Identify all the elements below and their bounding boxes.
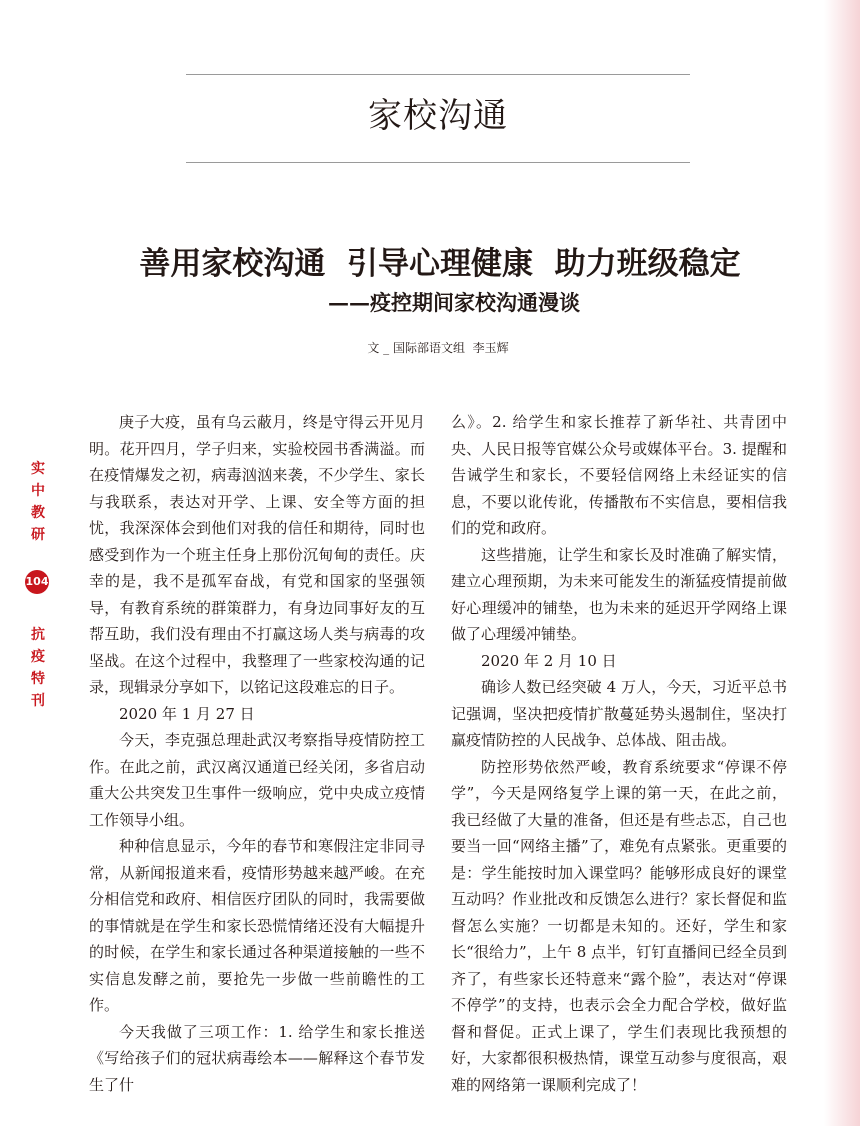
body-column-left [89,409,425,1098]
paragraph: 种种信息显示，今年的春节和寒假注定非同寻常，从新闻报道来看，疫情形势越来越严峻。在充分相信党和政府、相信医疗团队的同时，我需要做的事情就是在学生和家长恐慌情绪还没有大幅提升的时候，在学生和家长通过各种渠道接触的一些不实信息发酵之前，要抢先一步做一些前瞻性的工作。 [89,837,425,1014]
paragraph: 确诊人数已经突破 4 万人，今天，习近平总书记强调，坚决把疫情扩散蔓延势头遏制住，坚决打赢疫情防控的人民战争、总体战、阻击战。 [451,678,787,749]
article-byline: 文 _ 国际部语文组 李玉辉 [367,341,509,355]
journal-date: 2020 年 1 月 27 日 [119,704,255,723]
paragraph: 这些措施，让学生和家长及时准确了解实情，建立心理预期，为未来可能发生的渐猛疫情提前做好心理缓冲的铺垫，也为未来的延迟开学网络上课做了心理缓冲铺垫。 [451,545,787,643]
page-number-badge: 104 [25,570,49,594]
section-title: 家校沟通 [368,96,508,136]
sidebar-char: 实 [31,461,45,477]
body-column-right [451,409,787,1098]
sidebar-char: 特 [31,671,45,687]
sidebar-char: 研 [31,527,45,543]
paragraph: 今天，李克强总理赴武汉考察指导疫情防控工作。在此之前，武汉离汉通道已经关闭，多省启动重大公共突发卫生事件一级响应，党中央成立疫情工作领导小组。 [89,731,425,829]
header-rule-bottom [186,162,690,163]
sidebar-char: 中 [31,483,45,499]
sidebar-char: 刊 [31,693,45,709]
paragraph: 庚子大疫，虽有乌云蔽月，终是守得云开见月明。花开四月，学子归来，实验校园书香满溢。而在疫情爆发之初，病毒汹汹来袭，不少学生、家长与我联系，表达对开学、上课、安全等方面的担忧，我深深体会到他们对我的信任和期待，同时也感受到作为一个班主任身上那份沉甸甸的责任。庆幸的是，我不是孤军奋战，有党和国家的坚强领导，有教育系统的群策群力，有身边同事好友的互帮互助，我们没有理由不打赢这场人类与病毒的攻坚战。在这个过程中，我整理了一些家校沟通的记录，现辑录分享如下，以铭记这段难忘的日子。 [89,413,425,696]
paragraph: 么》。2. 给学生和家长推荐了新华社、共青团中央、人民日报等官媒公众号或媒体平台。3. 提醒和告诫学生和家长，不要轻信网络上未经证实的信息，不要以讹传讹，传播散布不实信息，要相信我们的党和政府。 [451,413,787,537]
page-edge-tint [824,0,860,1126]
sidebar-journal-name [26,458,50,546]
article-subtitle: ——疫控期间家校沟通漫谈 [328,290,580,315]
sidebar-char: 教 [31,505,45,521]
paragraph: 今天我做了三项工作：1. 给学生和家长推送《写给孩子们的冠状病毒绘本——解释这个春节发生了什 [89,1022,425,1094]
paragraph: 防控形势依然严峻，教育系统要求“停课不停学”，今天是网络复学上课的第一天，在此之前，我已经做了大量的准备，但还是有些忐忑，自己也要当一回“网络主播”了，难免有点紧张。更重要的是：学生能按时加入课堂吗？能够形成良好的课堂互动吗？作业批改和反馈怎么进行？家长督促和监督怎么实施？一切都是未知的。还好，学生和家长“很给力”，上午 8 点半，钉钉直播间已经全员到齐了，有些家长还特意来“露个脸”，表达对“停课不停学”的支持，也表示会全力配合学校，做好监督和督促。正式上课了，学生们表现比我预想的好，大家都很积极热情，课堂互动参与度很高，艰难的网络第一课顺利完成了！ [451,757,787,1094]
journal-date: 2020 年 2 月 10 日 [481,651,617,670]
sidebar-char: 疫 [31,649,45,665]
header-rule-top [186,74,690,75]
sidebar-issue-name [26,624,50,712]
sidebar-char: 抗 [31,627,45,643]
article-title: 善用家校沟通 引导心理健康 助力班级稳定 [139,246,741,282]
